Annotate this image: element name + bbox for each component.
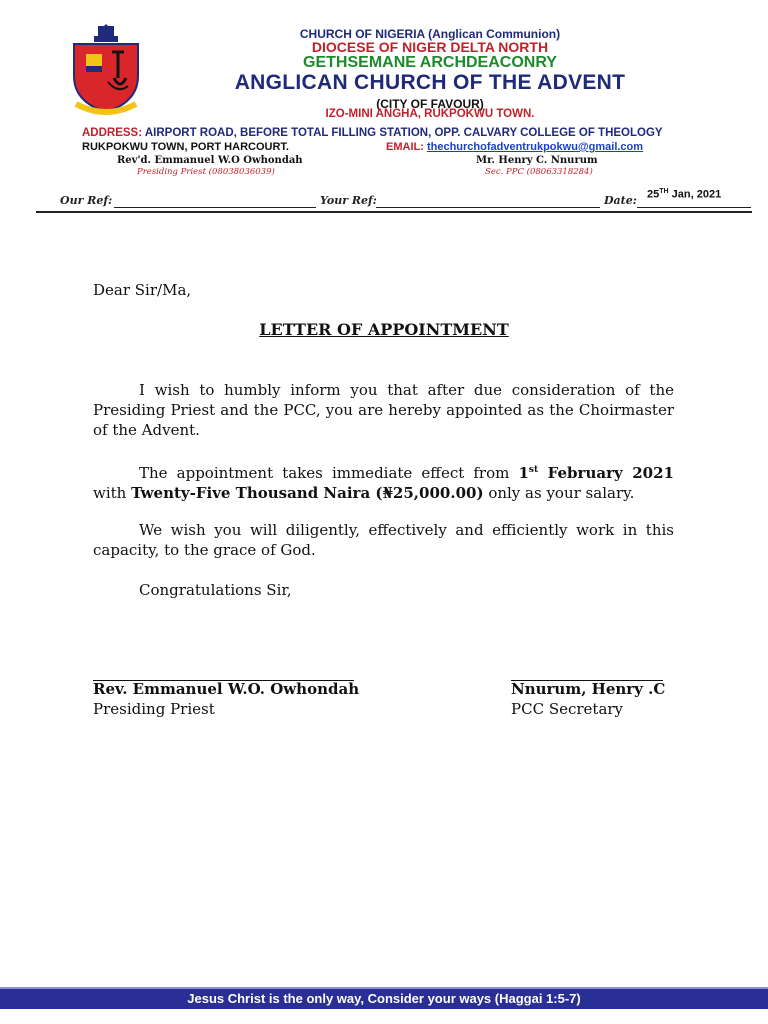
address-line	[82, 127, 663, 139]
date-line	[637, 207, 751, 208]
archdeaconry-line: GETHSEMANE ARCHDEACONRY	[303, 54, 557, 71]
footer-motto-banner: Jesus Christ is the only way, Consider your ways (Haggai 1:5-7)	[0, 987, 768, 1009]
email-label: EMAIL:	[386, 141, 424, 153]
diocese-line: DIOCESE OF NIGER DELTA NORTH	[311, 39, 549, 55]
priest-title: Presiding Priest (08038036039)	[137, 167, 275, 177]
our-ref-label: Our Ref:	[60, 194, 113, 207]
letter-title: LETTER OF APPOINTMENT	[259, 320, 509, 339]
church-crest-logo	[68, 24, 144, 116]
our-ref-line	[114, 207, 316, 208]
address-value: AIRPORT ROAD, BEFORE TOTAL FILLING STATION, OPP. CALVARY COLLEGE OF THEOLOGY	[144, 127, 663, 139]
address-line-2: RUKPOKWU TOWN, PORT HARCOURT.	[82, 141, 289, 153]
email-link[interactable]: thechurchofadventrukpokwu@gmail.com	[426, 141, 644, 153]
your-ref-line	[376, 207, 600, 208]
salary-amount: Twenty-Five Thousand Naira (₦25,000.00)	[131, 484, 484, 502]
date-label: Date:	[604, 194, 637, 207]
paragraph-appointment: I wish to humbly inform you that after due consideration of the Presiding Priest and the PCC, you are hereby appointed as the Choirmaster of the Advent.	[93, 381, 674, 439]
paragraph-wish: We wish you will diligently, effectively and efficiently work in this capacity, to the grace of God.	[93, 521, 674, 559]
location-line: IZO-MINI ANGHA, RUKPOKWU TOWN.	[325, 108, 535, 120]
city-of-favour: (CITY OF FAVOUR)	[376, 97, 484, 111]
closing-line: Congratulations Sir,	[139, 581, 292, 599]
left-signer-role: Presiding Priest	[93, 700, 215, 718]
your-ref-label: Your Ref:	[320, 194, 377, 207]
right-signer-name: Nnurum, Henry .C	[511, 680, 666, 698]
email-line	[386, 141, 643, 153]
address-label: ADDRESS:	[82, 127, 143, 139]
secretary-title: Sec. PPC (08063318284)	[485, 167, 593, 177]
header-divider	[36, 211, 752, 213]
date-value: 25TH Jan, 2021	[647, 188, 722, 201]
paragraph-effective-date: The appointment takes immediate effect from 1st February 2021 with Twenty-Five Thousand Naira (₦25,000.00) only as your salary.	[93, 464, 674, 502]
church-name-line: CHURCH OF NIGERIA (Anglican Communion)	[299, 27, 561, 41]
reference-row	[60, 188, 760, 210]
left-signer-name: Rev. Emmanuel W.O. Owhondah	[93, 680, 360, 698]
parish-name: ANGLICAN CHURCH OF THE ADVENT	[234, 71, 626, 94]
secretary-name: Mr. Henry C. Nnurum	[476, 155, 598, 166]
salutation: Dear Sir/Ma,	[93, 281, 192, 299]
priest-name: Rev'd. Emmanuel W.O Owhondah	[117, 155, 303, 166]
right-signer-role: PCC Secretary	[511, 700, 624, 718]
